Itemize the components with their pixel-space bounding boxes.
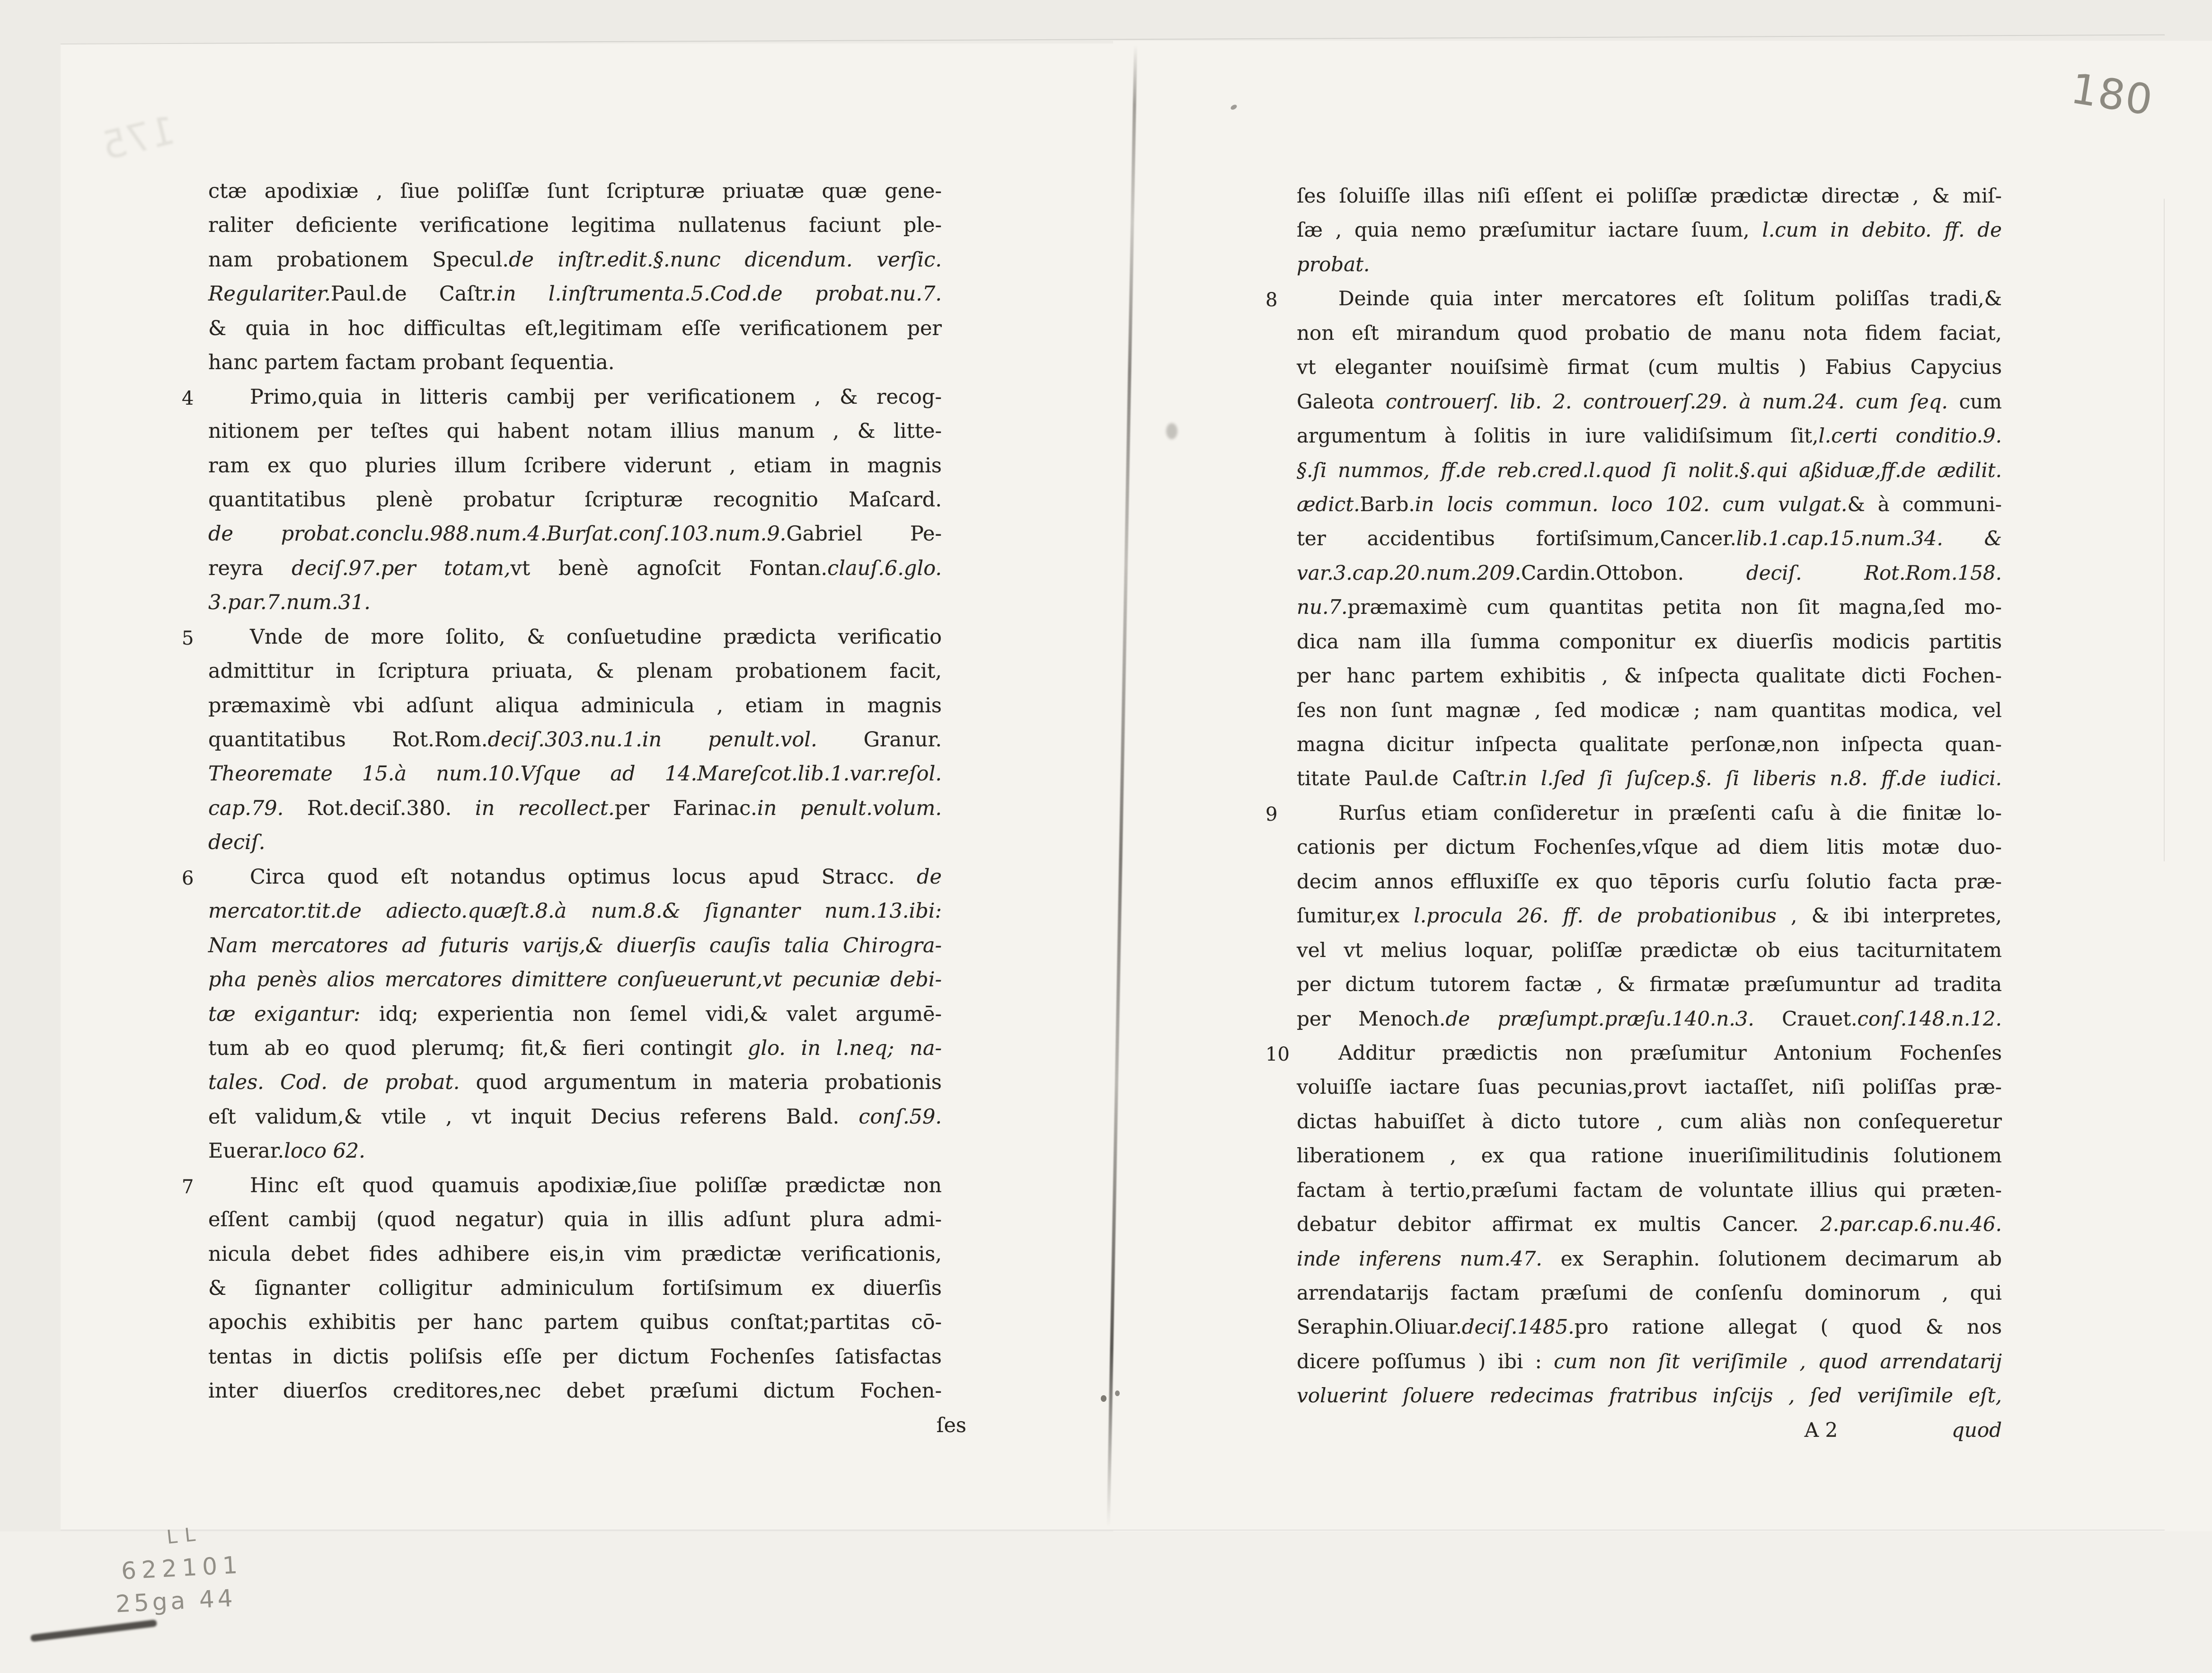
text-line [208,174,942,208]
text-segment: nitionem per teſtes qui habent notam illius manum , & litte- [208,419,942,443]
text-line [208,894,942,928]
page-bottom-edge [61,1530,2165,1531]
text-line [1297,385,2002,419]
text-segment: cum [1959,389,2002,413]
text-segment-italic: in recollect. [475,796,615,820]
text-line [208,1271,942,1305]
text-line [208,929,942,963]
text-segment: ter accidentibus fortiſsimum,Cancer. [1297,527,1736,550]
text-segment: decim annos effluxiſſe ex quo tēporis curſu ſolutio facta præ- [1297,869,2002,893]
text-line [1297,967,2002,1001]
text-line [1297,522,2002,556]
text-segment-italic: deciſ. Rot.Rom.158. [1746,561,2002,584]
text-line [1297,487,2002,522]
text-line [208,654,942,688]
text-line [208,311,942,345]
text-segment-italic: conſ.148.n.12. [1857,1007,2002,1030]
text-line [1297,590,2002,624]
text-segment-italic: l.procula 26. ff. de probationibus [1414,904,1777,928]
text-segment: & à communi- [1847,492,2002,516]
text-segment: vt eleganter nouiſsimè firmat (cum multis ) Fabius Capycius [1297,355,2002,379]
text-segment: voluiſſe iactare ſuas pecunias,provt iactaſſet, niſi poliſſas præ- [1297,1075,2002,1099]
text-segment: nam probationem Specul. [208,248,509,272]
text-line [208,963,942,997]
text-line [1297,316,2002,350]
text-segment: raliter deficiente verificatione legitima nullatenus faciunt ple- [208,213,942,238]
text-segment-italic: deciſ.303.nu.1.in penult.vol. [487,728,817,752]
text-line [208,1031,942,1065]
text-segment: ctæ apodixiæ , ſiue poliſſæ ſunt ſcripturæ priuatæ quæ gene- [208,179,942,203]
right-text-block [1265,179,2002,1447]
text-segment-italic: mercator.tit.de adiecto.quæſt.8.à num.8.& ſignanter num.13.ibi: [208,899,942,923]
text-segment: Galeota [1297,389,1386,413]
text-segment-italic: 2.par.cap.6.nu.46. [1820,1213,2002,1236]
signature-mark: A 2 [1804,1418,1838,1442]
text-line [1297,659,2002,693]
text-line [1297,865,2002,899]
text-line [1297,248,2002,282]
text-segment: ex Seraphin. ſolutionem decimarum ab [1542,1247,2002,1270]
text-line [1297,933,2002,967]
text-line [1297,1310,2002,1344]
text-line [1297,1173,2002,1207]
text-line [1297,761,2002,796]
text-segment: cationis per dictum Fochenſes,vſque ad diem litis motæ duo- [1297,835,2002,859]
text-line [1297,1276,2002,1310]
text-line [208,1134,942,1168]
text-segment-italic: Theoremate 15.à num.10.Vſque ad 14.Mareſcot.lib.1.var.reſol. [208,762,942,786]
text-segment-italic: ædict. [1297,492,1360,516]
text-segment: dica nam illa ſumma componitur ex diuerſis modicis partitis [1297,629,2002,653]
text-segment: ſumitur,ex [1297,904,1414,928]
text-segment: quod argumentum in materia probationis [476,1071,942,1095]
text-segment: Gabriel Pe- [786,522,942,546]
text-segment: Paul.de Caſtr. [330,282,497,306]
left-text-block [182,174,966,1443]
text-segment: tum ab eo quod plerumq; fit,& fieri contingit [208,1036,748,1060]
text-segment: eſſent cambij (quod negatur) quia in illis adſunt plura admi- [208,1208,942,1232]
text-line [208,791,942,825]
text-segment-italic: l.certi conditio.9. [1818,424,2002,448]
text-segment: Euerar. [208,1139,284,1163]
text-segment: non eſt mirandum quod probatio de manu nota fidem faciat, [1297,321,2002,345]
text-segment-italic: inde inferens num.47. [1297,1247,1542,1270]
text-segment-italic: probat. [1297,252,1370,276]
text-line [208,345,942,380]
text-segment: factam à tertio,præſumi factam de voluntate illius qui præten- [1297,1178,2002,1202]
text-segment: ram ex quo pluries illum ſcribere viderunt , etiam in magnis [208,453,942,478]
text-line [208,585,942,620]
text-segment-italic: tæ exigantur: [208,1002,361,1026]
text-segment: Deinde quia inter mercatores eſt ſolitum poliſſas tradi,& [1338,287,2002,310]
text-segment-italic: deciſ.97.per totam, [292,556,511,580]
text-segment: & ſignanter colligitur adminiculum fortiſsimum ex diuerſis [208,1276,942,1300]
text-line [208,825,942,859]
text-segment: reyra [208,556,292,580]
text-segment: quantitatibus plenè probatur ſcripturæ recognitio Maſcard. [208,487,942,512]
text-segment: pro ratione allegat ( quod & nos [1574,1315,2002,1339]
text-line [208,277,942,311]
text-line [1265,282,2002,316]
text-line [208,517,942,551]
margin-paragraph-number: 7 [182,1176,194,1198]
text-segment: ſæ , quia nemo præſumitur iactare ſuum, [1297,218,1762,242]
text-line [1297,727,2002,761]
text-segment-italic: deciſ. [208,831,265,855]
text-line [1297,1002,2002,1036]
text-segment-italic: l.cum in debito. ff. de [1762,218,2002,242]
text-segment: vt benè agnoſcit Fontan. [510,556,828,580]
handwritten-shelfmark-line3: 25ga 44 [115,1584,237,1618]
text-line [208,1305,942,1339]
text-segment: arrendatarijs factam præſumi de conſenſu dominorum , qui [1297,1281,2002,1304]
text-line [208,551,942,585]
text-line [208,449,942,483]
ink-speck [1115,1390,1120,1396]
text-segment: Primo,quia in litteris cambij per verificationem , & recog- [250,385,942,409]
text-line [208,1203,942,1237]
text-line [208,1065,942,1099]
text-segment: liberationem , ex qua ratione inueriſimilitudinis ſolutionem [1297,1144,2002,1168]
text-segment: dicere poſſumus ) ibi : [1297,1349,1554,1373]
text-line [1265,1036,2002,1070]
text-segment: Vnde de more ſolito, & conſuetudine prædicta verificatio [250,625,942,649]
text-segment-italic: nu.7. [1297,595,1348,619]
text-segment: hanc partem factam probant ſequentia. [208,351,615,375]
text-line [208,1374,942,1408]
text-line [1297,1070,2002,1104]
text-segment: Rurſus etiam conſideretur in præſenti caſu à die finitæ lo- [1338,801,2002,824]
text-line [1297,625,2002,659]
ink-speck [1101,1395,1106,1402]
text-line [1297,830,2002,864]
scan-scratch [2164,199,2165,861]
text-segment-italic: clauſ.6.glo. [827,556,942,580]
text-segment-italic: lib.1.cap.15.num.34. & [1736,527,2002,550]
text-segment: Barb. [1360,492,1415,516]
text-segment: ſes non ſunt magnæ , ſed modicæ ; nam quantitas modica, vel [1297,698,2002,722]
text-segment: præmaximè vbi adſunt aliqua adminicula , etiam in magnis [208,693,942,717]
show-through-folio-number: 175 [97,107,180,169]
text-segment-italic: Regulariter. [208,282,331,306]
handwritten-shelfmark-line2: 622101 [120,1551,244,1585]
text-segment: admittitur in ſcriptura priuata, & plenam probationem facit, [208,659,942,683]
text-segment: nicula debet fides adhibere eis,in vim prædictæ verificationis, [208,1242,942,1266]
text-segment: per dictum tutorem factæ , & firmatæ præſumuntur ad tradita [1297,973,2002,996]
text-line [1297,1105,2002,1139]
margin-paragraph-number: 4 [182,387,194,409]
text-segment-italic: de inſtr.edit.§.nunc dicendum. verſic. [509,248,942,272]
text-line [208,1100,942,1134]
text-line [208,757,942,791]
text-segment: præmaximè cum quantitas petita non ſit magna,ſed mo- [1347,595,2002,619]
text-segment-italic: deciſ.1485. [1461,1315,1575,1339]
text-line [1297,1379,2002,1413]
text-segment-italic: Nam mercatores ad futuris varijs,& diuerſis cauſis talia Chirogra- [208,933,942,957]
margin-paragraph-number: 8 [1265,289,1278,311]
text-line [182,860,942,894]
text-line [1265,796,2002,830]
margin-paragraph-number: 9 [1265,803,1278,825]
text-segment-italic: de præſumpt.præſu.140.n.3. [1445,1007,1754,1030]
text-line [208,483,942,517]
text-segment-italic: pha penès alios mercatores dimittere conſueuerunt,vt pecuniæ debi- [208,968,942,992]
text-segment-italic: in l.ſed ſi ſuſcep.§. ſi liberis n.8. ff.de iudici. [1508,767,2002,790]
text-segment: argumentum à ſolitis in iure validiſsimum ſit, [1297,424,1819,448]
text-segment-italic: var.3.cap.20.num.209. [1297,561,1522,584]
text-line [208,208,942,242]
margin-paragraph-number: 6 [182,867,194,889]
text-segment: vel vt melius loquar, poliſſæ prædictæ ob eius taciturnitatem [1297,938,2002,962]
text-segment: Additur prædictis non præſumitur Antonium Fochenſes [1338,1041,2002,1064]
text-line [1297,899,2002,933]
text-segment: eſt validum,& vtile , vt inquit Decius referens Bald. [208,1105,859,1129]
catchword: quod [1951,1418,2002,1442]
text-line [208,1237,942,1271]
text-segment-italic: in l.inſtrumenta.5.Cod.de probat.nu.7. [496,282,942,306]
text-line [1297,419,2002,453]
text-segment-italic: de probat.conclu.988.num.4.Burſat.conſ.103.num.9. [208,522,787,546]
text-line [1297,1242,2002,1276]
text-segment-italic: loco 62. [284,1139,365,1163]
text-segment: & quia in hoc difficultas eſt,legitimam eſſe verificationem per [208,316,942,340]
text-segment-italic: cum non ſit veriſimile , quod arrendatarij [1554,1349,2002,1373]
text-segment: ſes ſoluiſſe illas niſi eſſent ei poliſſæ prædictæ directæ , & miſ- [1297,184,2002,207]
text-segment-italic: in penult.volum. [757,796,942,820]
text-segment-italic: voluerint ſoluere redecimas fratribus inſcijs , ſed veriſimile eſt, [1297,1384,2002,1407]
text-segment: Crauet. [1754,1007,1858,1030]
text-segment-italic: 3.par.7.num.31. [208,591,371,615]
text-line [208,723,942,757]
text-line [1297,1139,2002,1173]
text-segment: apochis exhibitis per hanc partem quibus conſtat;partitas cō- [208,1310,942,1335]
text-segment: , & ibi interpretes, [1776,904,2002,928]
margin-paragraph-number: 10 [1265,1043,1290,1065]
text-segment: Rot.deciſ.380. [283,796,475,820]
text-segment: Cardin.Ottobon. [1521,561,1746,584]
text-line [208,414,942,448]
text-segment: Granur. [817,728,942,752]
text-segment: tentas in dictis poliſsis eſſe per dictum Fochenſes ſatisfactas [208,1345,942,1369]
text-segment-italic: de [917,865,942,889]
text-segment: quantitatibus Rot.Rom. [208,728,488,752]
handwritten-shelfmark-line1: LL [165,1523,204,1549]
text-line [1297,1207,2002,1241]
text-line [182,620,942,654]
scan-background-strip [0,1531,2212,1673]
text-segment: titate Paul.de Caſtr. [1297,767,1508,790]
text-line [182,380,942,414]
text-segment-italic: glo. in l.neq; na- [747,1036,942,1060]
text-line [1297,693,2002,727]
text-segment-italic: controuerſ. lib. 2. controuerſ.29. à num.24. cum ſeq. [1385,389,1959,413]
text-segment: inter diuerſos creditores,nec debet præſumi dictum Fochen- [208,1379,942,1403]
text-line [1297,213,2002,247]
text-line [182,1168,942,1203]
text-segment: Seraphin.Oliuar. [1297,1315,1462,1339]
handwritten-folio-number: 180 [2068,64,2157,125]
text-segment-italic: in locis commun. loco 102. cum vulgat. [1415,492,1848,516]
text-segment: Circa quod eſt notandus optimus locus apud Stracc. [250,865,917,889]
text-line [208,1340,942,1374]
text-segment-italic: tales. Cod. de probat. [208,1071,476,1095]
text-line [208,997,942,1031]
text-segment: idq; experientia non ſemel vidi,& valet argumē- [360,1002,942,1026]
text-segment: per Menoch. [1297,1007,1446,1030]
text-line [1297,453,2002,487]
catchword: ſes [936,1413,966,1437]
ink-smudge [1166,423,1177,439]
text-line [208,689,942,723]
text-segment-italic: conſ.59. [858,1105,942,1129]
text-line [1297,1345,2002,1379]
text-segment-italic: §.ſi nummos, ff.de reb.cred.l.quod ſi nolit.§.qui aßiduæ,ff.de ædilit. [1297,458,2002,482]
text-segment: per hanc partem exhibitis , & inſpecta qualitate dicti Fochen- [1297,664,2002,688]
margin-paragraph-number: 5 [182,627,194,649]
text-line [208,243,942,277]
text-segment: dictas habuiſſet à dicto tutore , cum aliàs non conſequeretur [1297,1109,2002,1133]
signature-line [1297,1413,2002,1447]
text-segment-italic: cap.79. [208,796,284,820]
text-segment: debatur debitor affirmat ex multis Cancer. [1297,1213,1821,1236]
text-segment: per Farinac. [614,796,757,820]
text-segment: Hinc eſt quod quamuis apodixiæ,ſiue poliſſæ prædictæ non [250,1173,942,1197]
text-line [1297,556,2002,590]
text-line [1297,350,2002,384]
text-segment: magna dicitur inſpecta qualitate perſonæ,non inſpecta quan- [1297,733,2002,756]
text-line [1297,179,2002,213]
